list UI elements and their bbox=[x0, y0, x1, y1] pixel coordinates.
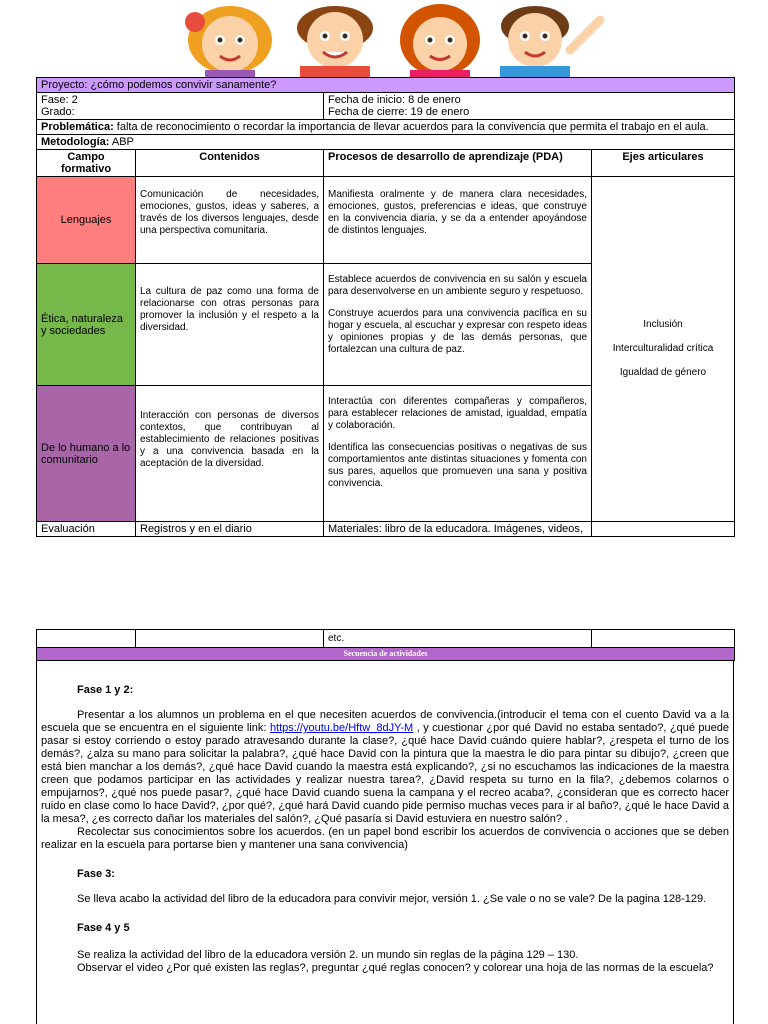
fase45-title: Fase 4 y 5 bbox=[77, 922, 130, 934]
problematica-cell bbox=[37, 120, 735, 135]
problematica-text: falta de reconocimiento o recordar la importancia de llevar acuerdos para la convivencia que permita el trabajo en el aula. bbox=[113, 121, 709, 133]
fase12-title: Fase 1 y 2: bbox=[77, 684, 134, 696]
ejes-articulares-cell bbox=[592, 177, 735, 522]
fecha-inicio-text: Fecha de inicio: 8 de enero bbox=[328, 94, 461, 106]
campo-lenguajes: Lenguajes bbox=[37, 177, 136, 264]
cont-empty-4 bbox=[592, 630, 735, 648]
evaluacion-empty bbox=[592, 522, 735, 537]
fase-grado-cell bbox=[37, 93, 324, 120]
evaluacion-registros: Registros y en el diario bbox=[136, 522, 324, 537]
eje-interculturalidad: Interculturalidad crítica bbox=[612, 343, 714, 354]
fase12-paragraph-1: Presentar a los alumnos un problema en el que necesiten acuerdos de convivencia.(introducir el tema con el cuento David va a la escuela que se encuentra en el siguiente link: https://youtu.be/Hftw_8dJY-M , y cuestionar ¿por qué David no estaba sentado?, ¿qué puede pasar si estoy corriendo o estoy parado atravesando durante la clase?, ¿qué hace David cuándo quiere hablar?, ¿respeta el turno de los demás?, ¿alza su mano para solicitar la palabra?, ¿qué hace David con la pintura que la maestra le dio para pintar su dibujo?, ¿creen que está bien manchar a los demás?, ¿qué hace David cuando la maestra está explicando?, ¿si no escuchamos las indicaciones de la maestra creen que podamos participar en las actividades y realizar nuestra tarea?, ¿David respeta su turno en la fila?, ¿debemos colarnos o empujarnos?, ¿qué nos puede pasar?, ¿qué hace David cuando suena la campana y el recreo acaba?, ¿consideran que es correcto hacer ruido en clase como lo hace David?, ¿por qué?, ¿qué hará David cuando pide permiso muchas veces para ir al baño?, ¿qué le hace David a la mesa?, ¿es correcto dañar los materiales del salón?, ¿Qué pasaría si David estuviera en nuestro salón? . bbox=[41, 709, 729, 825]
campo-etica: Ética, naturaleza y sociedades bbox=[37, 264, 136, 386]
kid-4-icon bbox=[500, 6, 600, 80]
contenido-etica: La cultura de paz como una forma de relacionarse con otras personas para promover la inclusión y el respeto a la diversidad. bbox=[136, 264, 324, 386]
kid-2-icon bbox=[297, 6, 373, 80]
eje-inclusion: Inclusión bbox=[643, 319, 683, 330]
kid-1-icon bbox=[185, 6, 272, 80]
fase-text: Fase: 2 bbox=[41, 94, 78, 106]
col-header-campo: Campo formativo bbox=[37, 150, 136, 177]
pda-etica: Establece acuerdos de convivencia en su salón y escuela para desenvolverse en un ambiente seguro y respetuoso. Construye acuerdos para una convivencia pacífica en su hogar y escuela, al escuchar y expresar con respeto ideas y opiniones propias y de las demás personas, que fortalezcan una cultura de paz. bbox=[324, 264, 592, 386]
cont-empty-2 bbox=[136, 630, 324, 648]
eje-igualdad: Igualdad de género bbox=[619, 367, 707, 378]
materiales-cont: etc. bbox=[324, 630, 592, 648]
col-header-contenidos: Contenidos bbox=[136, 150, 324, 177]
metodologia-cell bbox=[37, 135, 735, 150]
planning-table-continued bbox=[36, 629, 735, 661]
pda-lenguajes: Manifiesta oralmente y de manera clara necesidades, emociones, gustos, preferencias e ideas, que construye en la convivencia diaria, y se da a entender apoyándose de distintos lenguajes. bbox=[324, 177, 592, 264]
fase12-paragraph-2: Recolectar sus conocimientos sobre los acuerdos. (en un papel bond escribir los acuerdos de convivencia o acciones que se deben realizar en la escuela para portarse bien y mantener una sana convivencia) bbox=[41, 826, 729, 851]
problematica-label: Problemática: bbox=[41, 121, 114, 133]
fase3-title: Fase 3: bbox=[77, 868, 115, 880]
fecha-cierre-text: Fecha de cierre: 19 de enero bbox=[328, 106, 470, 118]
fase45-paragraph-1: Se realiza la actividad del libro de la educadora versión 2. un mundo sin reglas de la página 129 – 130. bbox=[77, 949, 579, 961]
campo-humano: De lo humano a lo comunitario bbox=[37, 386, 136, 522]
planning-table bbox=[36, 77, 735, 537]
children-banner-illustration bbox=[150, 0, 620, 80]
proyecto-cell: Proyecto: ¿cómo podemos convivir sanamente? bbox=[37, 78, 735, 93]
cont-empty-1 bbox=[37, 630, 136, 648]
contenido-lenguajes: Comunicación de necesidades, emociones, gustos, ideas y saberes, a través de los diversos lenguajes, desde una perspectiva comunitaria. bbox=[136, 177, 324, 264]
youtube-link[interactable]: https://youtu.be/Hftw_8dJY-M bbox=[269, 722, 414, 734]
metodologia-label: Metodología: bbox=[41, 136, 110, 148]
metodologia-text: ABP bbox=[109, 136, 134, 148]
evaluacion-materiales: Materiales: libro de la educadora. Imágenes, videos, bbox=[324, 522, 592, 537]
fase3-paragraph: Se lleva acabo la actividad del libro de la educadora para convivir mejor, versión 1. ¿Se vale o no se vale? De la pagina 128-129. bbox=[77, 893, 707, 905]
col-header-pda: Procesos de desarrollo de aprendizaje (PDA) bbox=[324, 150, 592, 177]
evaluacion-label: Evaluación bbox=[37, 522, 136, 537]
secuencia-title: Secuencia de actividades bbox=[37, 648, 735, 661]
activities-section bbox=[36, 660, 734, 1024]
kid-3-icon bbox=[400, 4, 480, 80]
pda-humano: Interactúa con diferentes compañeras y compañeros, para establecer relaciones de amistad, igualdad, empatía y colaboración. Identifica las consecuencias positivas o negativas de sus comportamientos ante distintas situaciones y fomenta con sus pares, aquellos que promueven una sana y positiva convivencia. bbox=[324, 386, 592, 522]
fase45-paragraph-2: Observar el video ¿Por qué existen las reglas?, preguntar ¿qué reglas conocen? y colorear una hoja de las normas de la escuela? bbox=[77, 962, 714, 974]
contenido-humano: Interacción con personas de diversos contextos, que contribuyan al establecimiento de relaciones positivas y a una convivencia basada en la aceptación de la diversidad. bbox=[136, 386, 324, 522]
grado-text: Grado: bbox=[41, 106, 75, 118]
col-header-ejes: Ejes articulares bbox=[592, 150, 735, 177]
fechas-cell bbox=[324, 93, 735, 120]
